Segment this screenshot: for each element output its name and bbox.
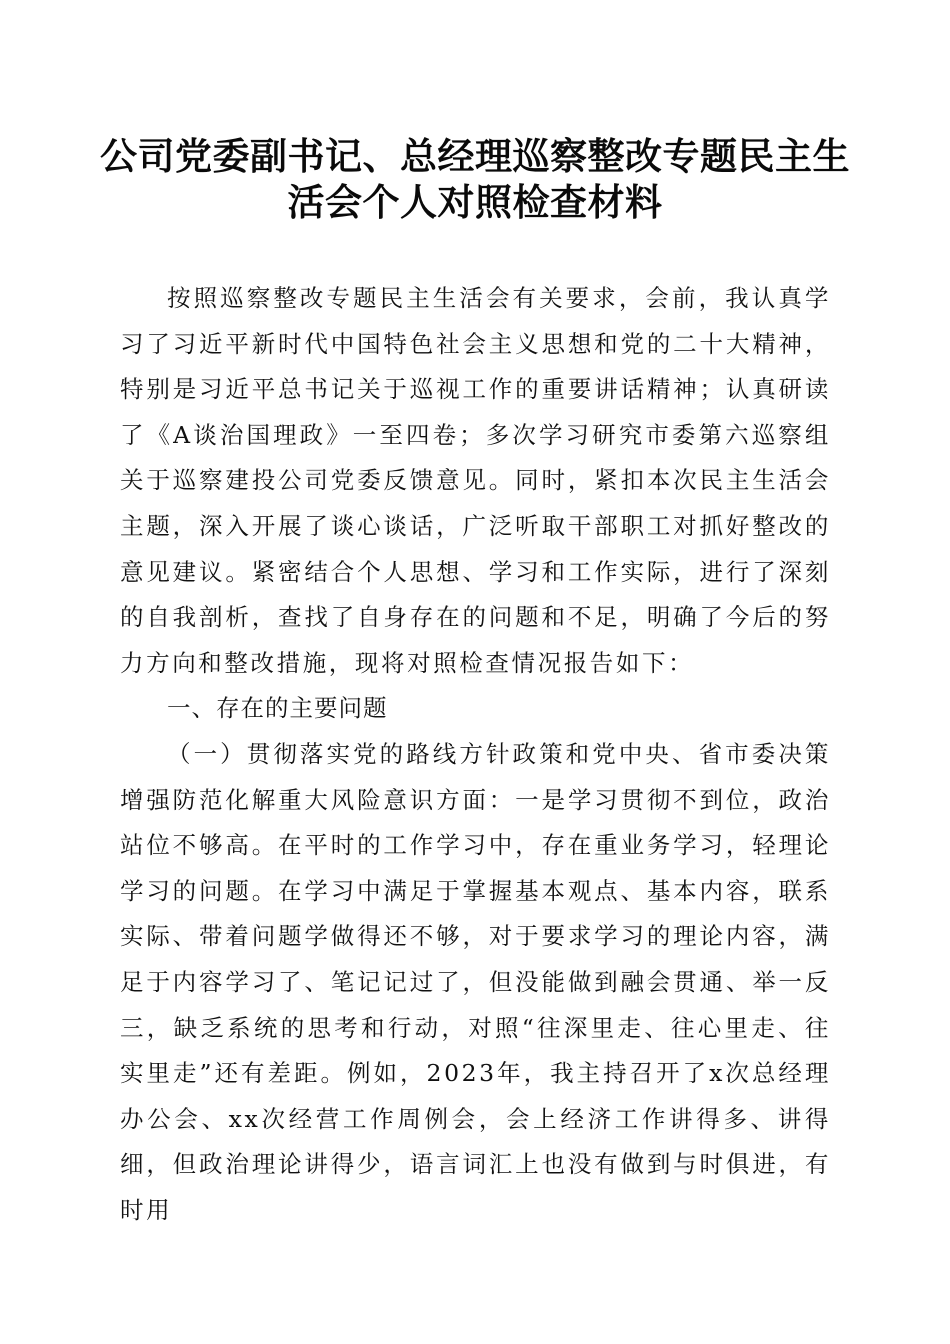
title-line-2: 活会个人对照检查材料 bbox=[287, 181, 663, 224]
intro-paragraph: 按照巡察整改专题民主生活会有关要求，会前，我认真学习了习近平新时代中国特色社会主义思想和党的二十大精神，特别是习近平总书记关于巡视工作的重要讲话精神；认真研读了《A谈治国理政》一至四卷；多次学习研究市委第六巡察组关于巡察建投公司党委反馈意见。同时，紧扣本次民主生活会主题，深入开展了谈心谈话，广泛听取干部职工对抓好整改的意见建议。紧密结合个人思想、学习和工作实际，进行了深刻的自我剖析，查找了自身存在的问题和不足，明确了今后的努力方向和整改措施，现将对照检查情况报告如下： bbox=[120, 284, 831, 677]
title-line-1: 公司党委副书记、总经理巡察整改专题民主生 bbox=[100, 135, 850, 178]
section-heading: 一、存在的主要问题 bbox=[167, 694, 388, 723]
section-item-paragraph: （一）贯彻落实党的路线方针政策和党中央、省市委决策增强防范化解重大风险意识方面：一是学习贯彻不到位，政治站位不够高。在平时的工作学习中，存在重业务学习，轻理论学习的问题。在学习中满足于掌握基本观点、基本内容，联系实际、带着问题学做得还不够，对于要求学习的理论内容，满足于内容学习了、笔记记过了，但没能做到融会贯通、举一反三，缺乏系统的思考和行动，对照“往深里走、往心里走、往实里走”还有差距。例如，2023年，我主持召开了x次总经理办公会、xx次经营工作周例会，会上经济工作讲得多、讲得细，但政治理论讲得少，语言词汇上也没有做到与时俱进，有时用 bbox=[120, 739, 831, 1224]
document-title bbox=[100, 134, 850, 226]
document-body bbox=[120, 276, 831, 1233]
